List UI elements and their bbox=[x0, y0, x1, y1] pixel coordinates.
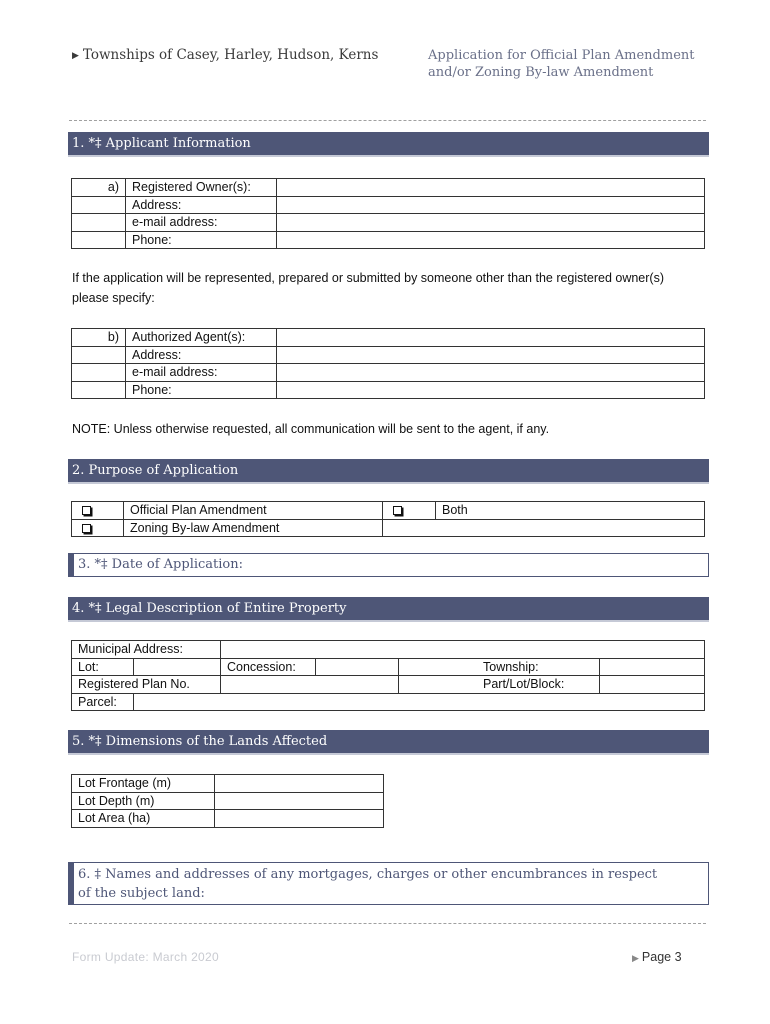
part-lot-block-label: Part/Lot/Block: bbox=[399, 676, 600, 694]
header-township-text: Townships of Casey, Harley, Hudson, Kerns bbox=[82, 47, 379, 63]
blank-cell bbox=[72, 364, 126, 382]
lot-depth-input[interactable] bbox=[215, 792, 384, 810]
page-number-text: Page 3 bbox=[641, 950, 682, 964]
concession-input[interactable] bbox=[316, 658, 399, 676]
table-row bbox=[72, 693, 705, 711]
table-row bbox=[72, 676, 705, 694]
table-row bbox=[72, 810, 384, 828]
section5-heading: 5. *‡ Dimensions of the Lands Affected bbox=[68, 730, 709, 753]
table-row bbox=[72, 329, 705, 347]
both-label: Both bbox=[436, 502, 705, 520]
table-row bbox=[72, 364, 705, 382]
owner-email-label: e-mail address: bbox=[126, 214, 277, 232]
both-checkbox[interactable] bbox=[383, 502, 436, 520]
township-label: Township: bbox=[399, 658, 600, 676]
agent-email-input[interactable] bbox=[277, 364, 705, 382]
authorized-agent-input[interactable] bbox=[277, 329, 705, 347]
blank-cell bbox=[72, 381, 126, 399]
owner-table bbox=[71, 178, 705, 249]
page-number bbox=[632, 950, 682, 964]
caret-right-icon: ▶ bbox=[632, 953, 639, 963]
owner-phone-label: Phone: bbox=[126, 231, 277, 249]
header-form-title bbox=[428, 47, 695, 81]
lot-frontage-label: Lot Frontage (m) bbox=[72, 775, 215, 793]
owner-address-input[interactable] bbox=[277, 196, 705, 214]
owner-address-label: Address: bbox=[126, 196, 277, 214]
caret-right-icon: ▶ bbox=[72, 51, 79, 61]
agent-phone-label: Phone: bbox=[126, 381, 277, 399]
municipal-address-label: Municipal Address: bbox=[72, 641, 221, 659]
table-row bbox=[72, 641, 705, 659]
lot-area-label: Lot Area (ha) bbox=[72, 810, 215, 828]
official-plan-checkbox[interactable] bbox=[72, 502, 124, 520]
agent-field-label: Authorized Agent(s): bbox=[126, 329, 277, 347]
table-row bbox=[72, 502, 705, 520]
table-row bbox=[72, 381, 705, 399]
zoning-bylaw-label: Zoning By-law Amendment bbox=[124, 519, 383, 537]
table-row bbox=[72, 519, 705, 537]
blank-cell bbox=[383, 519, 705, 537]
table-row bbox=[72, 775, 384, 793]
official-plan-label: Official Plan Amendment bbox=[124, 502, 383, 520]
lot-depth-label: Lot Depth (m) bbox=[72, 792, 215, 810]
blank-cell bbox=[72, 214, 126, 232]
section1-heading: 1. *‡ Applicant Information bbox=[68, 132, 709, 155]
form-update-date: Form Update: March 2020 bbox=[72, 950, 219, 964]
lot-area-input[interactable] bbox=[215, 810, 384, 828]
header-form-title-line1: Application for Official Plan Amendment bbox=[428, 48, 695, 63]
table-row bbox=[72, 179, 705, 197]
footer-divider bbox=[69, 923, 706, 924]
section2-heading: 2. Purpose of Application bbox=[68, 459, 709, 482]
owner-row-label: a) bbox=[72, 179, 126, 197]
header-divider bbox=[69, 120, 706, 121]
part-lot-block-input[interactable] bbox=[600, 676, 705, 694]
section3-date-of-application[interactable] bbox=[68, 553, 709, 577]
owner-phone-input[interactable] bbox=[277, 231, 705, 249]
checkbox-icon bbox=[82, 506, 91, 515]
blank-cell bbox=[72, 196, 126, 214]
registered-owner-input[interactable] bbox=[277, 179, 705, 197]
township-input[interactable] bbox=[600, 658, 705, 676]
owner-field-label: Registered Owner(s): bbox=[126, 179, 277, 197]
registered-plan-label: Registered Plan No. bbox=[72, 676, 221, 694]
owner-email-input[interactable] bbox=[277, 214, 705, 232]
municipal-address-input[interactable] bbox=[221, 641, 705, 659]
section6-heading-line2: of the subject land: bbox=[78, 886, 205, 901]
table-row bbox=[72, 346, 705, 364]
communication-note: NOTE: Unless otherwise requested, all communication will be sent to the agent, if any. bbox=[72, 422, 550, 436]
lot-frontage-input[interactable] bbox=[215, 775, 384, 793]
agent-address-input[interactable] bbox=[277, 346, 705, 364]
blank-cell bbox=[72, 231, 126, 249]
agent-table bbox=[71, 328, 705, 399]
section6-encumbrances[interactable] bbox=[68, 862, 709, 905]
section6-heading-line1: 6. ‡ Names and addresses of any mortgages, charges or other encumbrances in respect bbox=[78, 867, 658, 882]
dimensions-table bbox=[71, 774, 384, 828]
table-row bbox=[72, 196, 705, 214]
agent-email-label: e-mail address: bbox=[126, 364, 277, 382]
agent-phone-input[interactable] bbox=[277, 381, 705, 399]
representation-note: If the application will be represented, prepared or submitted by someone other than the registered owner(s) please specify: bbox=[72, 271, 664, 305]
table-row bbox=[72, 658, 705, 676]
agent-row-label: b) bbox=[72, 329, 126, 347]
agent-address-label: Address: bbox=[126, 346, 277, 364]
registered-plan-input[interactable] bbox=[221, 676, 399, 694]
blank-cell bbox=[72, 346, 126, 364]
table-row bbox=[72, 231, 705, 249]
purpose-table bbox=[71, 501, 705, 537]
section4-heading: 4. *‡ Legal Description of Entire Property bbox=[68, 597, 709, 620]
lot-input[interactable] bbox=[134, 658, 221, 676]
checkbox-icon bbox=[82, 524, 91, 533]
legal-description-table bbox=[71, 640, 705, 711]
parcel-input[interactable] bbox=[134, 693, 705, 711]
lot-label: Lot: bbox=[72, 658, 134, 676]
header-form-title-line2: and/or Zoning By-law Amendment bbox=[428, 65, 654, 80]
parcel-label: Parcel: bbox=[72, 693, 134, 711]
concession-label: Concession: bbox=[221, 658, 316, 676]
header-township-title bbox=[72, 47, 378, 63]
table-row bbox=[72, 792, 384, 810]
zoning-bylaw-checkbox[interactable] bbox=[72, 519, 124, 537]
table-row bbox=[72, 214, 705, 232]
section3-heading: 3. *‡ Date of Application: bbox=[78, 557, 244, 572]
checkbox-icon bbox=[393, 506, 402, 515]
